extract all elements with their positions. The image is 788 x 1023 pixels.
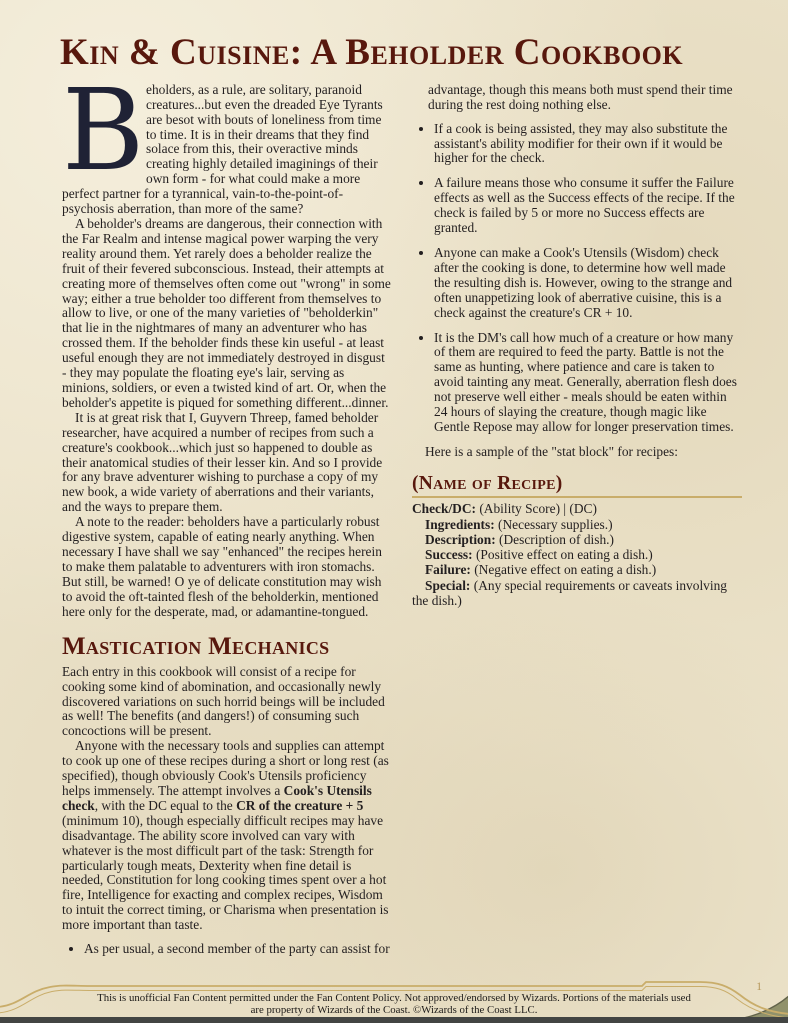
mechanics-paragraph-1: Each entry in this cookbook will consist of a recipe for cooking some kind of abomination, and occasionally newly discovered variations on such horrid beings will be included as well! The benefits (and dangers!) of consuming such concoctions will be present. [62,663,385,739]
bullet-item: • It is the DM's call how much of a creature or how many of them are required to feed the party. Battle is not the same as hunting, where patience and care is taken to avoid tainting any meat. Generally, aberration flesh does not preserve well either - meals should be eaten within 24 hours of slaying the creature, though magic like Gentle Repose may allow for longer preservation times. [434,331,742,435]
intro-paragraph-1 [62,65,392,217]
intro-paragraph-3: It is at great risk that I, Guyvern Threep, famed beholder researcher, have acquired a number of recipes from such a creature's cookbook...which just so happened to double as their anatomical studies of their lesser kin. And so I provide for any brave adventurer wishing to purchase a copy of my new book, a wide variety of aberrations and their variants, and the ways to prepare them. [62,409,383,515]
two-column-layout [62,65,742,957]
stat-value: (Any special requirements or caveats involving the dish.) [412,577,727,608]
recipe-stat-block-heading: (Name of Recipe) [412,473,742,498]
fan-content-notice-line-1: This is unofficial Fan Content permitted under the Fan Content Policy. Not approved/endorsed by Wizards. Portions of the materials used [97,992,691,1004]
bullet-continuation: advantage, though this means both must spend their time during the rest doing nothing else. [428,81,733,112]
left-bullet-list [62,942,392,957]
fan-content-notice-line-2: are property of Wizards of the Coast. ©Wizards of the Coast LLC. [250,1004,538,1016]
bullet-item: • A failure means those who consume it suffer the Failure effects as well as the Success effects of the recipe. If the check is failed by 5 or more no Success effects are granted. [434,176,742,236]
section-heading-mastication-mechanics: Mastication Mechanics [62,633,330,661]
intro-paragraph-2: A beholder's dreams are dangerous, their connection with the Far Realm and intense magical power warping the very reality around them. Yet rarely does a beholder realize the fruit of their fevered subconscious. Instead, their attempts at creating more of themselves often come out "wrong" in some way; either a true beholder too different from themselves to allow to live, or one of the many varieties of "beholderkin" that lie in the nightmares of many an adventurer who has crossed them. If the beholder finds these kin useful - at least useful enough they are not immediately destroyed in disgust - they may populate the floating eye's lair, serving as minions, soldiers, or even a twisted kind of art. Or, when the beholder's appetite is piqued for something different...dinner. [62,216,391,410]
stat-line-failure [412,562,742,577]
stat-label: Failure: [425,562,471,578]
intro-paragraph-4: A note to the reader: beholders have a particularly robust digestive system, capable of eating nearly anything. When necessary I have shall we say "enhanced" the recipes herein to make them palatable to adventurers with iron stomachs. But still, be warned! O ye of delicate constitution may wish to avoid the oft-tainted flesh of the beholderkin, mentioned here only for the desperate, mad, or adamantine-tongued. [62,514,382,619]
left-column [62,65,392,957]
bullet-item: • If a cook is being assisted, they may also substitute the assistant's ability modifier for their own if it would be higher for the check. [434,122,742,167]
bullet-item: • Anyone can make a Cook's Utensils (Wisdom) check after the cooking is done, to determine how well made the resulting dish is. However, owing to the strange and often unappetizing look of aberrative cuisine, this is a check against the creature's CR + 10. [434,246,742,321]
page-number: 1 [756,981,762,993]
stat-line-success [412,547,742,562]
fan-content-notice [0,992,788,1016]
page-title: Kin & Cuisine: A Beholder Cookbook [60,32,684,73]
right-column [412,83,742,957]
stat-line-description [412,532,742,547]
drop-cap: B [62,65,145,196]
stat-label: Special: [425,577,471,593]
bullet-item: • As per usual, a second member of the party can assist for [84,942,392,957]
intro-paragraph-1-text: eholders, as a rule, are solitary, paranoid creatures...but even the dreaded Eye Tyrants are besot with bouts of loneliness from time to time. It is in their dreams that they find solace from this, their overactive minds creating highly detailed imaginings of their own form - for what could make a more perfect partner for a tyrannical, vain-to-the-point-of-psychosis aberration, than more of the same? [62,81,383,217]
sample-intro: Here is a sample of the "stat block" for recipes: [425,443,678,459]
stat-label: Ingredients: [425,516,495,532]
right-bullet-list [412,122,742,435]
stat-value: (Positive effect on eating a dish.) [475,547,653,563]
stat-line-ingredients [412,517,742,532]
stat-value: (Description of dish.) [499,531,614,547]
stat-label: Success: [425,547,473,563]
mechanics-paragraph-2: Anyone with the necessary tools and supplies can attempt to cook up one of these recipes during a short or long rest (as specified), though obviously Cook's Utensils proficiency helps immensely. The attempt involves a Cook's Utensils check, with the DC equal to the CR of the creature + 5 (minimum 10), though especially difficult recipes may have disadvantage. The ability score involved can vary with whatever is the most difficult part of the task: Strength for particularly tough meats, Dexterity when fine detail is needed, Constitution for long cooking times spent over a hot fire, Intelligence for exacting and complex recipes, Wisdom to intuit the correct timing, or Charisma when presentation is more important than taste. [62,738,389,933]
stat-label: Check/DC: [412,501,476,517]
stat-line-special [412,578,742,609]
stat-label: Description: [425,531,496,547]
bottom-edge [0,1017,788,1023]
stat-line-check-dc [412,501,742,516]
stat-value: (Negative effect on eating a dish.) [474,562,657,578]
stat-value: (Ability Score) | (DC) [479,501,597,517]
stat-value: (Necessary supplies.) [498,516,613,532]
